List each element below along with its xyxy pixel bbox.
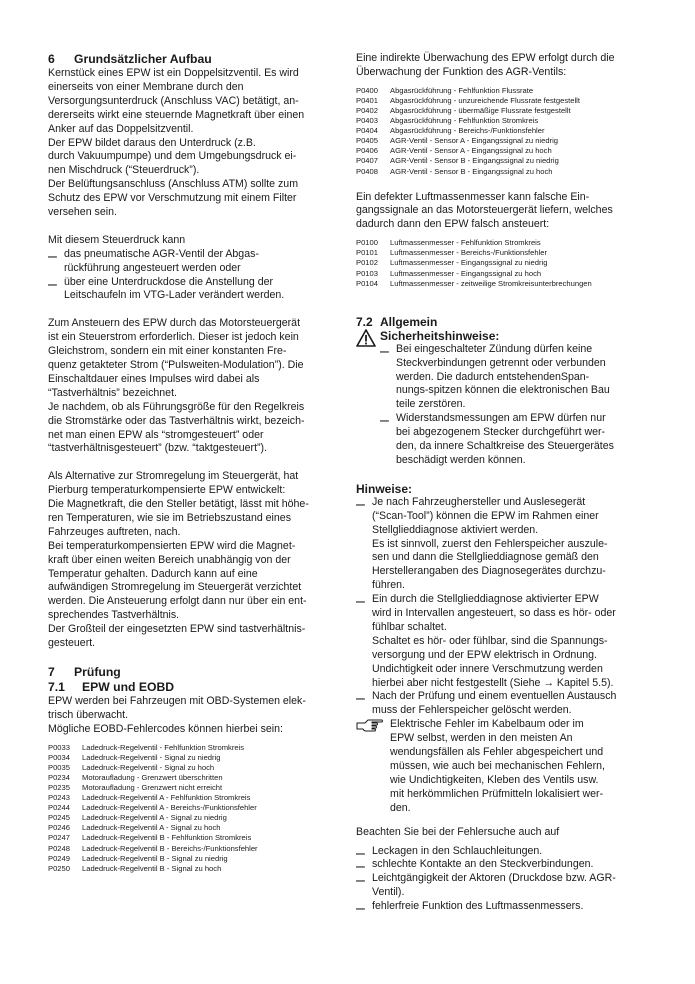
section-title: EPW und EOBD <box>82 679 175 694</box>
error-description: Luftmassenmesser - zeitweilige Stromkreisunterbrechungen <box>390 278 592 288</box>
text-line: werden. Die Ansteuerung erfolgt dann nur über ein ent- <box>48 595 307 608</box>
error-code: P0403 <box>356 116 378 126</box>
text-line: Gleichstrom, sondern ein mit einer konstanten Fre- <box>48 345 287 358</box>
error-code: P0407 <box>356 156 378 166</box>
list-item <box>356 900 656 914</box>
error-code: P0408 <box>356 166 378 176</box>
text-line: – Widerstandsmessungen am EPW dürfen nur <box>396 412 606 425</box>
text-line: wie Undichtigkeiten, Kleben des Ventils usw. <box>390 773 599 786</box>
error-description: Abgasrückführung - Fehlfunktion Stromkreis <box>390 116 539 126</box>
error-code-row <box>356 136 656 146</box>
error-code-row <box>356 146 656 156</box>
text-line: bei abgezogenem Stecker durchgeführt wer- <box>396 426 606 439</box>
error-code: P0104 <box>356 278 378 288</box>
error-code: P0249 <box>48 853 70 863</box>
error-code-row <box>356 167 656 177</box>
error-description: Motoraufladung - Grenzwert nicht erreicht <box>82 783 223 792</box>
error-description: Motoraufladung - Grenzwert überschritten <box>82 772 223 782</box>
error-description: Ladedruck-Regelventil A - Fehlfunktion Stromkreis <box>82 793 251 803</box>
error-code: P0406 <box>356 146 378 156</box>
text-line: – Nach der Prüfung und einem eventuellen Austausch <box>372 690 617 703</box>
text-line: Undichtigkeit oder innere Verschmutzung werden <box>372 662 603 675</box>
text-line: wendungsfällen als Fehler abgespeichert und <box>390 746 604 759</box>
error-description: Ladedruck-Regelventil - Signal zu hoch <box>82 762 215 772</box>
error-code-row <box>48 803 338 813</box>
section-7-2-heading <box>356 315 656 329</box>
text-line: Mögliche EOBD-Fehlercodes können hierbei sein: <box>48 722 283 735</box>
error-code-row <box>356 126 656 136</box>
text-line: – Bei eingeschalteter Zündung dürfen keine <box>396 342 593 355</box>
text-line: Überwachung der Funktion des AGR-Ventils: <box>356 65 567 78</box>
error-code-row <box>48 813 338 823</box>
paragraph-temperature <box>48 470 338 651</box>
text-line: Herstellerangaben des Diagnosegerätes durchzu- <box>372 565 606 578</box>
text-line: – Ein durch die Stellglieddiagnose aktivierter EPW <box>372 593 599 606</box>
paragraph-check: Beachten Sie bei der Fehlersuche auch auf <box>356 825 560 838</box>
error-code-row <box>356 258 656 268</box>
error-code-row <box>48 844 338 854</box>
text-line: durch Vakuumpumpe) und dem Umgebungsdruck ei- <box>48 150 297 163</box>
check-list <box>356 845 656 915</box>
list-item <box>356 496 656 593</box>
error-code-row <box>48 783 338 793</box>
error-code-row <box>356 156 656 166</box>
error-code: P0101 <box>356 248 378 258</box>
text-line: wird in Intervallen angesteuert, so dass es hör- oder <box>372 607 616 620</box>
text-line: fühlbar schaltet. <box>372 620 447 633</box>
error-code-row <box>48 793 338 803</box>
text-line: Es ist sinnvoll, zuerst den Fehlerspeicher auszule- <box>372 537 608 550</box>
text-line: beschädigt werden können. <box>396 453 526 466</box>
safety-heading: Sicherheitshinweise: <box>380 328 500 343</box>
error-code: P0250 <box>48 863 70 873</box>
list-item <box>356 872 656 900</box>
paragraph-control-current <box>48 317 338 456</box>
error-description: Ladedruck-Regelventil - Fehlfunktion Stromkreis <box>82 742 245 752</box>
error-description: Ladedruck-Regelventil - Signal zu niedrig <box>82 752 221 762</box>
text-line: den, da innere Schaltkreise des Steuergerätes <box>396 440 614 453</box>
text-line: Je nachdem, ob als Führungsgröße für den Regelkreis <box>48 400 305 413</box>
section-title: Prüfung <box>74 664 121 679</box>
section-number: 7.1 <box>48 679 65 694</box>
text-line: Fahrzeuges auftreten, nach. <box>48 525 181 538</box>
text-line: dadurch dann den EPW falsch ansteuert: <box>356 218 550 231</box>
code-list-egr <box>356 86 656 177</box>
text-line: gesteuert. <box>48 637 96 650</box>
error-description: Ladedruck-Regelventil A - Signal zu hoch <box>82 823 221 833</box>
error-code-row <box>356 238 656 248</box>
left-column <box>48 52 338 874</box>
text-line: – schlechte Kontakte an den Steckverbindungen. <box>372 858 594 871</box>
hints-heading: Hinweise: <box>356 481 413 496</box>
text-line: Die Magnetkraft, die den Steller betätigt, lässt mit höhe- <box>48 498 309 511</box>
error-code: P0400 <box>356 85 378 95</box>
text-line: Temperatur gehalten. Dadurch kann auf eine <box>48 567 258 580</box>
text-line: Stellglieddiagnose aktiviert werden. <box>372 523 539 536</box>
error-description: Luftmassenmesser - Eingangssignal zu hoch <box>390 268 542 278</box>
text-line: führen. <box>372 579 405 592</box>
error-description: Ladedruck-Regelventil A - Bereichs-/Funktionsfehler <box>82 803 257 813</box>
error-description: Abgasrückführung - Fehlfunktion Flussrate <box>390 85 534 95</box>
text-line: die Stromstärke oder das Tastverhältnis wirkt, bezeich- <box>48 414 305 427</box>
error-code: P0247 <box>48 833 70 843</box>
error-code: P0100 <box>356 238 378 248</box>
error-code: P0034 <box>48 752 70 762</box>
text-line: Pierburg temperaturkompensierte EPW entwickelt: <box>48 484 286 497</box>
text-line: aufwändigen Stromregelung im Steuergerät verzichtet <box>48 581 302 594</box>
error-code: P0035 <box>48 762 70 772</box>
error-description: Abgasrückführung - Bereichs-/Funktionsfehler <box>390 126 545 136</box>
error-code: P0404 <box>356 126 378 136</box>
text-line: Bei temperaturkompensierten EPW wird die Magnet- <box>48 539 296 552</box>
text-line: teile zerstören. <box>396 398 466 411</box>
section-7-1-heading <box>48 680 338 695</box>
section-number: 7.2 <box>356 314 373 329</box>
error-code: P0244 <box>48 803 70 813</box>
error-code-row <box>356 269 656 279</box>
text-line: einerseits von einer Membrane durch den <box>48 80 244 93</box>
text-line: Der Großteil der eingesetzten EPW sind tastverhältnis- <box>48 623 306 636</box>
error-description: Luftmassenmesser - Bereichs-/Funktionsfehler <box>390 248 547 258</box>
section-6-heading <box>48 52 338 67</box>
error-code-row <box>48 753 338 763</box>
error-code: P0102 <box>356 258 378 268</box>
error-code: P0243 <box>48 793 70 803</box>
error-code-row <box>48 833 338 843</box>
error-code: P0245 <box>48 813 70 823</box>
text-line: Der EPW bildet daraus den Unterdruck (z.B. <box>48 136 256 149</box>
text-line: sprechendes Tastverhältnis. <box>48 609 180 622</box>
text-line: Elektrische Fehler im Kabelbaum oder im <box>390 718 584 731</box>
error-code: P0246 <box>48 823 70 833</box>
text-line: – das pneumatische AGR-Ventil der Abgas- <box>64 247 259 260</box>
text-line: versehen sein. <box>48 206 117 219</box>
error-description: AGR-Ventil - Sensor B - Eingangssignal zu hoch <box>390 166 553 176</box>
error-code: P0103 <box>356 268 378 278</box>
error-code: P0248 <box>48 843 70 853</box>
section-number: 7 <box>48 664 55 679</box>
error-description: AGR-Ventil - Sensor A - Eingangssignal zu niedrig <box>390 136 558 146</box>
text-line: Leitschaufeln im VTG-Lader verändert werden. <box>64 289 285 302</box>
error-code-row <box>356 96 656 106</box>
text-line: ist ein Steuerstrom erforderlich. Dieser ist jedoch kein <box>48 331 299 344</box>
list-item <box>356 845 656 859</box>
list-item <box>48 248 338 276</box>
text-line: – fehlerfreie Funktion des Luftmassenmessers. <box>372 900 584 913</box>
error-description: Ladedruck-Regelventil B - Signal zu niedrig <box>82 853 228 863</box>
text-line: muss der Fehlerspeicher gelöscht werden. <box>372 704 572 717</box>
error-description: Luftmassenmesser - Eingangssignal zu niedrig <box>390 258 548 268</box>
warning-icon <box>356 329 376 347</box>
error-code-row <box>356 116 656 126</box>
error-description: Abgasrückführung - unzureichende Flussrate festgestellt <box>390 95 580 105</box>
error-code: P0234 <box>48 772 70 782</box>
text-line: sen und dann die Stellglieddiagnose gemäß den <box>372 551 599 564</box>
list-item <box>380 343 656 413</box>
text-line: rückführung angesteuert werden oder <box>64 261 241 274</box>
text-line: – über eine Unterdruckdose die Anstellung der <box>64 275 274 288</box>
code-list-boost <box>48 743 338 874</box>
error-description: Luftmassenmesser - Fehlfunktion Stromkreis <box>390 238 541 248</box>
error-code-row <box>48 854 338 864</box>
text-line: “Tastverhältnis” bezeichnet. <box>48 386 177 399</box>
error-code-row <box>48 763 338 773</box>
error-code-row <box>48 864 338 874</box>
text-line: gangssignale an das Motorsteuergerät liefern, welches <box>356 204 613 217</box>
text-line: – Leichtgängigkeit der Aktoren (Druckdose bzw. AGR- <box>372 872 616 885</box>
text-line: “tastverhältnisgesteuert” (bzw. “taktgesteuert”). <box>48 442 268 455</box>
error-code-row <box>356 279 656 289</box>
text-line: Anker auf das Doppelsitzventil. <box>48 122 194 135</box>
text-line: Eine indirekte Überwachung des EPW erfolgt durch die <box>356 52 615 64</box>
text-line: mit herkömmlichen Prüfmitteln lokalisiert wer- <box>390 787 604 800</box>
list-item <box>356 690 656 718</box>
error-code-row <box>356 248 656 258</box>
text-line: Schutz des EPW vor Verschmutzung mit einem Filter <box>48 192 297 205</box>
error-code-row <box>48 823 338 833</box>
text-line: EPW selbst, werden in den meisten An <box>390 732 573 745</box>
error-description: Ladedruck-Regelventil B - Bereichs-/Funktionsfehler <box>82 843 258 853</box>
error-code-row <box>48 773 338 783</box>
section-title: Grundsätzlicher Aufbau <box>74 52 212 66</box>
error-description: Ladedruck-Regelventil A - Signal zu niedrig <box>82 813 227 823</box>
error-code: P0235 <box>48 783 70 792</box>
text-line: werden. Die dadurch entstehendenSpan- <box>396 370 590 383</box>
text-line: Kernstück eines EPW ist ein Doppelsitzventil. Es wird <box>48 67 299 79</box>
text-line: Als Alternative zur Stromregelung im Steuergerät, hat <box>48 470 299 483</box>
text-line: Ein defekter Luftmassenmesser kann falsche Ein- <box>356 190 590 203</box>
error-description: AGR-Ventil - Sensor B - Eingangssignal zu niedrig <box>390 156 559 166</box>
paragraph-obd <box>48 695 338 737</box>
text-line: Zum Ansteuern des EPW durch das Motorsteuergerät <box>48 317 301 330</box>
error-code: P0405 <box>356 136 378 146</box>
text-line: (“Scan-Tool”) können die EPW im Rahmen einer <box>372 509 599 522</box>
note-text <box>356 718 656 815</box>
text-line: Der Belüftungsanschluss (Anschluss ATM) sollte zum <box>48 178 299 191</box>
section-number: 6 <box>48 52 55 66</box>
text-line: nungs-spitzen können die elektronischen Bau <box>396 384 610 397</box>
right-column <box>356 52 656 914</box>
pointing-hand-icon <box>356 719 384 733</box>
error-description: Abgasrückführung - übermäßige Flussrate festgestellt <box>390 106 571 115</box>
text-line: Einschaltdauer eines Impulses wird dabei als <box>48 372 260 385</box>
section-7-heading <box>48 665 338 680</box>
text-line: net man einen EPW als “stromgesteuert” oder <box>48 428 264 441</box>
error-description: AGR-Ventil - Sensor A - Eingangssignal zu hoch <box>390 146 552 156</box>
text-line: EPW werden bei Fahrzeugen mit OBD-Systemen elek- <box>48 694 306 707</box>
paragraph-maf <box>356 191 656 233</box>
text-line: quenz getakteter Strom (“Pulsweiten-Modulation”). Die <box>48 359 304 371</box>
text-line: nen Mischdruck (“Steuerdruck”). <box>48 164 200 177</box>
section-title: Allgemein <box>380 314 438 329</box>
paragraph-intro: Mit diesem Steuerdruck kann <box>48 233 186 246</box>
text-line: trisch überwacht. <box>48 708 129 721</box>
list-item <box>380 412 656 468</box>
error-code-row <box>356 106 656 116</box>
paragraph-egr-monitoring <box>356 52 656 80</box>
error-description: Ladedruck-Regelventil B - Signal zu hoch <box>82 863 222 873</box>
text-line: Versorgungsunterdruck (Anschluss VAC) betätigt, an- <box>48 94 299 107</box>
error-code: P0401 <box>356 95 378 105</box>
list-item <box>48 276 338 304</box>
text-line: den. <box>390 801 411 814</box>
error-code: P0402 <box>356 106 378 115</box>
paragraph-structure <box>48 67 338 220</box>
text-line: dererseits wirkt eine steuernde Magnetkraft über einen <box>48 108 305 121</box>
list-item <box>356 858 656 872</box>
text-line: Ventil). <box>372 886 405 899</box>
text-line: – Leckagen in den Schlauchleitungen. <box>372 844 543 857</box>
error-description: Ladedruck-Regelventil B - Fehlfunktion Stromkreis <box>82 833 252 843</box>
error-code-row <box>48 743 338 753</box>
error-code-row <box>356 86 656 96</box>
error-code: P0033 <box>48 742 70 752</box>
text-line: ren Temperaturen, wie sie im Betriebszustand eines <box>48 511 291 524</box>
note-block <box>356 718 656 815</box>
text-line: hierbei aber nicht festgestellt (Siehe → Kapitel 5.5). <box>372 676 614 689</box>
code-list-maf <box>356 238 656 288</box>
text-line: Steckverbindungen getrennt oder verbunden <box>396 356 606 369</box>
text-line: versorgung und der EPW elektrisch in Ordnung. <box>372 648 597 661</box>
list-item <box>356 593 656 690</box>
text-line: kraft über einen weiten Bereich unabhängig von der <box>48 553 291 566</box>
text-line: Schaltet es hör- oder fühlbar, sind die Spannungs- <box>372 634 608 647</box>
safety-block <box>356 329 656 468</box>
text-line: müssen, wie auch bei mechanischen Fehlern, <box>390 760 605 772</box>
text-line: – Je nach Fahrzeughersteller und Auslesegerät <box>372 495 586 508</box>
